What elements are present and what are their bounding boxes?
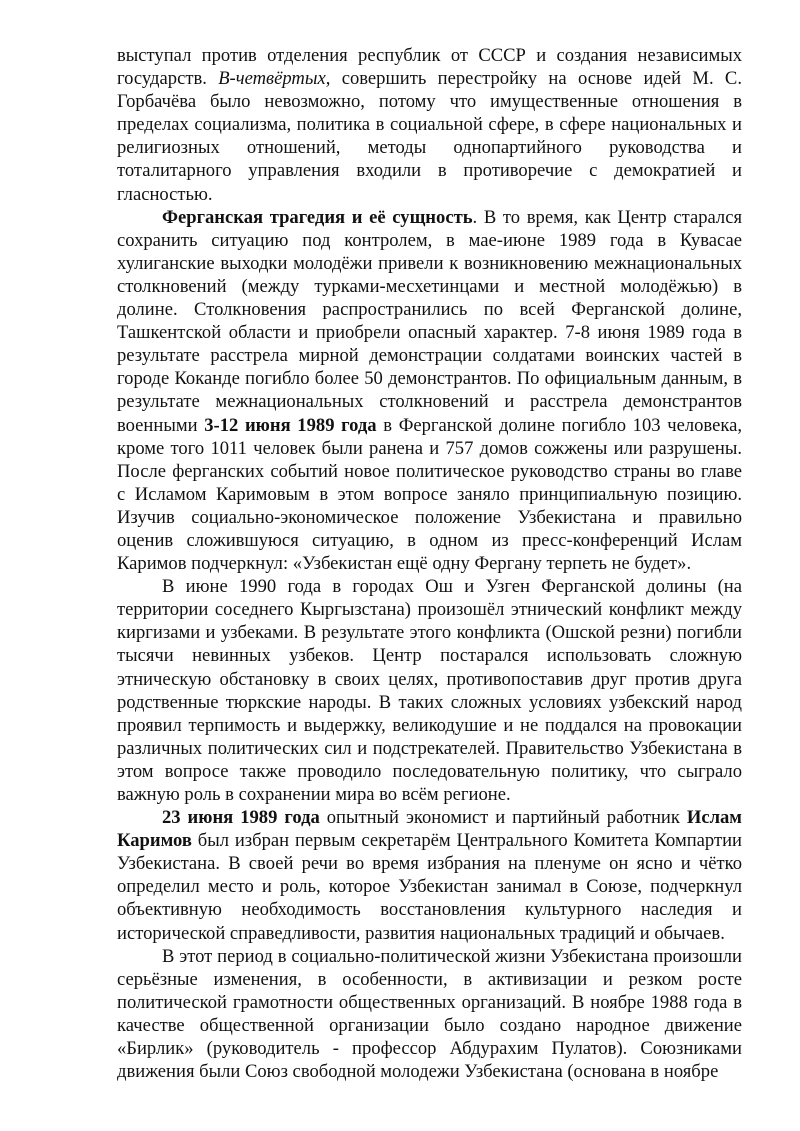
bold-date: 3-12 июня 1989 года [204,414,377,436]
text-run: был избран первым секретарём Центрального Комитета Компартии Узбекистана. В своей речи во время избрания на пленуме он ясно и чётко определил место и роль, которое Узбекистан занимал в Союзе, подчеркнул объективную необходимость восстановления культурного наследия и исторической справедливости, развития национальных традиций и обычаев. [117,830,742,944]
paragraph-continuation [117,44,742,206]
paragraph-karimov-election [117,806,742,945]
text-run: в Ферганской долине погибло 103 человека, кроме того 1011 человек были ранена и 757 домов сожжены или разрушены. После ферганских событий новое политическое руководство страны во главе с Исламом Каримовым в этом вопросе заняло принципиальную позицию. Изучив социально-экономическое положение Узбекистана и правильно оценив сложившуюся ситуацию, в одном из пресс-конференций Ислам Каримов подчеркнул: «Узбекистан ещё одну Фергану терпеть не будет». [117,414,742,575]
text-run: В этот период в социально-политической жизни Узбекистана произошли серьёзные изменения, в особенности, в активизации и резком росте политической грамотности общественных организаций. В ноябре 1988 года в качестве общественной организации было создано народное движение «Бирлик» (руководитель - профессор Абдурахим Пулатов). Союзниками движения были Союз свободной молодежи Узбекистана (основана в ноябре [117,945,742,1083]
text-run: выступал против отделения республик от СССР и создания независимых государств. [117,45,742,90]
text-run: , совершить перестройку на основе идей М. С. Горбачёва было невозможно, потому что имущественные отношения в пределах социализма, политика в социальной сфере, в сфере национальных и религиозных отношений, методы однопартийного руководства и тоталитарного управления входили в противоречие с демократией и гласностью. [117,68,742,205]
paragraph-osh-conflict [117,575,742,806]
bold-name: Ислам Каримов [117,807,742,852]
paragraph-social-changes [117,945,742,1084]
emphasis-text: В-четвёртых [218,68,326,90]
document-page [117,44,742,1083]
paragraph-fergana-tragedy [117,206,742,576]
bold-date: 23 июня 1989 года [162,807,320,829]
section-heading: Ферганская трагедия и её сущность [162,206,473,228]
text-run: опытный экономист и партийный работник [319,807,687,829]
text-run: . В то время, как Центр старался сохранить ситуацию под контролем, в мае-июне 1989 года в Кувасае хулиганские выходки молодёжи привели к возникновению межнациональных столкновений (между турками-месхетинцами и местной молодёжью) в долине. Столкновения распространились по всей Ферганской долине, Ташкентской области и приобрели опасный характер. 7-8 июня 1989 года в результате расстрела мирной демонстрации солдатами воинских частей в городе Коканде погибло более 50 демонстрантов. По официальным данным, в результате межнациональных столкновений и расстрела демонстрантов военными [117,206,743,436]
text-run: В июне 1990 года в городах Ош и Узген Ферганской долины (на территории соседнего Кыргызстана) произошёл этнический конфликт между киргизами и узбеками. В результате этого конфликта (Ошской резни) погибли тысячи невинных узбеков. Центр постарался использовать сложную этническую обстановку в своих целях, противопоставив друг против друга родственные тюркские народы. В таких сложных условиях узбекский народ проявил терпимость и выдержку, великодушие и не поддался на провокации различных политических сил и подстрекателей. Правительство Узбекистана в этом вопросе также проводило последовательную политику, что сыграло важную роль в сохранении мира во всём регионе. [117,576,742,805]
